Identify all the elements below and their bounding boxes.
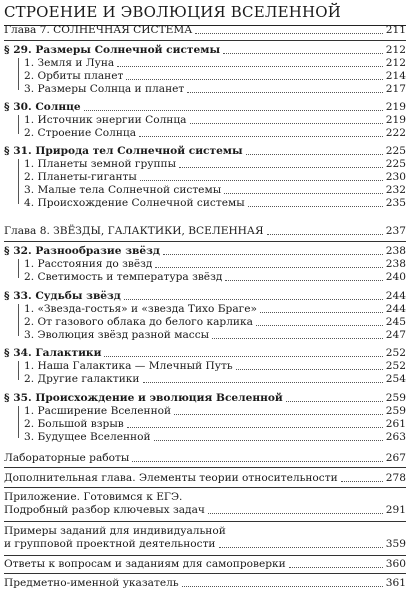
divider xyxy=(4,555,406,556)
leader-dots xyxy=(267,234,383,235)
chapter-8-entry[interactable] xyxy=(4,225,406,238)
tree-line xyxy=(18,406,19,438)
page-number: 244 xyxy=(385,303,406,315)
toc-item[interactable] xyxy=(24,57,406,70)
page-number: 235 xyxy=(385,197,406,209)
item-label: 1. Расширение Вселенной xyxy=(24,405,172,417)
chapter-title: Глава 7. СОЛНЕЧНАЯ СИСТЕМА xyxy=(4,24,193,36)
leader-dots xyxy=(256,325,383,326)
page-number: 247 xyxy=(385,329,406,341)
tree-line xyxy=(18,159,19,204)
page-number: 259 xyxy=(385,392,406,404)
entry-label: Предметно-именной указатель xyxy=(4,577,179,589)
index-entry[interactable] xyxy=(4,577,406,590)
section-30-entry[interactable] xyxy=(4,101,406,114)
page-number: 217 xyxy=(385,83,406,95)
toc-item[interactable] xyxy=(24,418,406,431)
entry-label-line: Подробный разбор ключевых задач xyxy=(4,504,205,516)
leader-dots xyxy=(155,267,382,268)
page-number: 230 xyxy=(385,171,406,183)
answers-entry[interactable] xyxy=(4,558,406,571)
item-label: 2. Орбиты планет xyxy=(24,70,124,82)
toc-item[interactable] xyxy=(24,171,406,184)
page-number: 238 xyxy=(385,258,406,270)
entry-label-line: и групповой проектной деятельности xyxy=(4,538,216,550)
item-label: 1. Земля и Луна xyxy=(24,57,115,69)
leader-dots xyxy=(190,123,383,124)
entry-label: Дополнительная глава. Элементы теории относительности xyxy=(4,472,338,484)
leader-dots xyxy=(126,79,382,80)
entry-label: Ответы к вопросам и заданиям для самопроверки xyxy=(4,558,286,570)
page-number: 259 xyxy=(385,405,406,417)
page-number: 360 xyxy=(385,558,406,570)
toc-item[interactable] xyxy=(24,271,406,284)
leader-dots xyxy=(179,167,383,168)
toc-item[interactable] xyxy=(24,431,406,444)
section-35-entry[interactable] xyxy=(4,392,406,405)
section-title: § 33. Судьбы звёзд xyxy=(4,290,121,302)
tree-line xyxy=(18,58,19,90)
extra-chapter-entry[interactable] xyxy=(4,472,406,485)
page-number: 291 xyxy=(385,504,406,516)
item-label: 2. Планеты-гиганты xyxy=(24,171,137,183)
item-label: 2. Светимость и температура звёзд xyxy=(24,271,223,283)
item-label: 1. Планеты земной группы xyxy=(24,158,177,170)
chapter-7-entry[interactable] xyxy=(4,24,406,37)
leader-dots xyxy=(163,254,383,255)
item-label: 2. Большой взрыв xyxy=(24,418,124,430)
toc-item[interactable] xyxy=(24,405,406,418)
toc-item[interactable] xyxy=(24,258,406,271)
leader-dots xyxy=(219,547,383,548)
page-number: 225 xyxy=(385,158,406,170)
page-number: 225 xyxy=(385,145,406,157)
tree-line xyxy=(18,259,19,278)
page-number: 222 xyxy=(385,127,406,139)
page-number: 267 xyxy=(385,452,406,464)
table-of-contents xyxy=(4,0,406,593)
section-title: § 31. Природа тел Солнечной системы xyxy=(4,145,243,157)
item-label: 2. Строение Солнца xyxy=(24,127,137,139)
page-number: 237 xyxy=(385,225,406,237)
lab-works-entry[interactable] xyxy=(4,452,406,465)
page-number: 219 xyxy=(385,101,406,113)
section-title: § 32. Разнообразие звёзд xyxy=(4,245,160,257)
page-number: 263 xyxy=(385,431,406,443)
entry-label: Лабораторные работы xyxy=(4,452,130,464)
leader-dots xyxy=(289,567,383,568)
toc-item[interactable] xyxy=(24,158,406,171)
toc-item[interactable] xyxy=(24,70,406,83)
toc-item[interactable] xyxy=(24,316,406,329)
toc-item[interactable] xyxy=(24,373,406,386)
chapter-divider xyxy=(4,40,406,41)
item-label: 1. «Звезда-гостья» и «звезда Тихо Браге» xyxy=(24,303,257,315)
leader-dots xyxy=(236,369,383,370)
toc-item[interactable] xyxy=(24,197,406,210)
tree-line xyxy=(18,115,19,134)
section-31-entry[interactable] xyxy=(4,145,406,158)
examples-entry[interactable] xyxy=(4,525,406,551)
item-label: 1. Наша Галактика — Млечный Путь xyxy=(24,360,233,372)
toc-item[interactable] xyxy=(24,329,406,342)
leader-dots xyxy=(182,586,383,587)
leader-dots xyxy=(117,66,383,67)
leader-dots xyxy=(143,382,383,383)
divider xyxy=(4,573,406,574)
toc-item[interactable] xyxy=(24,127,406,140)
item-label: 2. Другие галактики xyxy=(24,373,140,385)
leader-dots xyxy=(223,53,383,54)
item-label: 2. От газового облака до белого карлика xyxy=(24,316,253,328)
section-33-entry[interactable] xyxy=(4,290,406,303)
leader-dots xyxy=(127,427,383,428)
item-label: 1. Расстояния до звёзд xyxy=(24,258,153,270)
leader-dots xyxy=(260,312,383,313)
section-title: § 34. Галактики xyxy=(4,347,102,359)
page-number: 252 xyxy=(385,360,406,372)
page-number: 244 xyxy=(385,290,406,302)
leader-dots xyxy=(341,481,383,482)
page-number: 359 xyxy=(385,538,406,550)
entry-label-line: Приложение. Готовимся к ЕГЭ. xyxy=(4,491,183,503)
toc-item[interactable] xyxy=(24,83,406,96)
entry-label-line: Примеры заданий для индивидуальной xyxy=(4,525,226,537)
page-number: 278 xyxy=(385,472,406,484)
item-label: 3. Будущее Вселенной xyxy=(24,431,151,443)
section-title: § 30. Солнце xyxy=(4,101,81,113)
leader-dots xyxy=(195,33,382,34)
section-34-entry[interactable] xyxy=(4,347,406,360)
page-number: 219 xyxy=(385,114,406,126)
divider xyxy=(4,467,406,468)
page-number: 212 xyxy=(385,44,406,56)
section-29-entry[interactable] xyxy=(4,44,406,57)
section-title: § 29. Размеры Солнечной системы xyxy=(4,44,221,56)
section-title: § 35. Происхождение и эволюция Вселенной xyxy=(4,392,283,404)
leader-dots xyxy=(225,280,382,281)
item-label: 3. Малые тела Солнечной системы xyxy=(24,184,222,196)
page-number: 212 xyxy=(385,57,406,69)
page-number: 245 xyxy=(385,316,406,328)
leader-dots xyxy=(124,299,383,300)
chapter-title: Глава 8. ЗВЁЗДЫ, ГАЛАКТИКИ, ВСЕЛЕННАЯ xyxy=(4,225,264,237)
page-number: 252 xyxy=(385,347,406,359)
page-title: СТРОЕНИЕ И ЭВОЛЮЦИЯ ВСЕЛЕННОЙ xyxy=(4,3,406,26)
leader-dots xyxy=(248,206,383,207)
appendix-entry[interactable] xyxy=(4,491,406,517)
page-number: 240 xyxy=(385,271,406,283)
toc-item[interactable] xyxy=(24,114,406,127)
leader-dots xyxy=(212,338,383,339)
leader-dots xyxy=(104,356,382,357)
chapter-divider xyxy=(4,241,406,242)
item-label: 3. Размеры Солнца и планет xyxy=(24,83,185,95)
page-number: 214 xyxy=(385,70,406,82)
item-label: 1. Источник энергии Солнца xyxy=(24,114,187,126)
leader-dots xyxy=(139,136,383,137)
leader-dots xyxy=(140,180,383,181)
toc-item[interactable] xyxy=(24,184,406,197)
leader-dots xyxy=(224,193,383,194)
leader-dots xyxy=(246,154,383,155)
divider xyxy=(4,487,406,488)
toc-item[interactable] xyxy=(24,303,406,316)
page-number: 254 xyxy=(385,373,406,385)
leader-dots xyxy=(84,110,383,111)
page-number: 238 xyxy=(385,245,406,257)
leader-dots xyxy=(187,92,382,93)
toc-item[interactable] xyxy=(24,360,406,373)
page-number: 232 xyxy=(385,184,406,196)
page-number: 211 xyxy=(385,24,406,36)
leader-dots xyxy=(208,513,383,514)
leader-dots xyxy=(154,440,383,441)
item-label: 3. Эволюция звёзд разной массы xyxy=(24,329,210,341)
leader-dots xyxy=(132,461,382,462)
leader-dots xyxy=(174,414,383,415)
section-32-entry[interactable] xyxy=(4,245,406,258)
leader-dots xyxy=(286,401,383,402)
divider xyxy=(4,521,406,522)
item-label: 4. Происхождение Солнечной системы xyxy=(24,197,245,209)
page-number: 361 xyxy=(385,577,406,589)
page-number: 261 xyxy=(385,418,406,430)
tree-line xyxy=(18,361,19,380)
tree-line xyxy=(18,304,19,336)
